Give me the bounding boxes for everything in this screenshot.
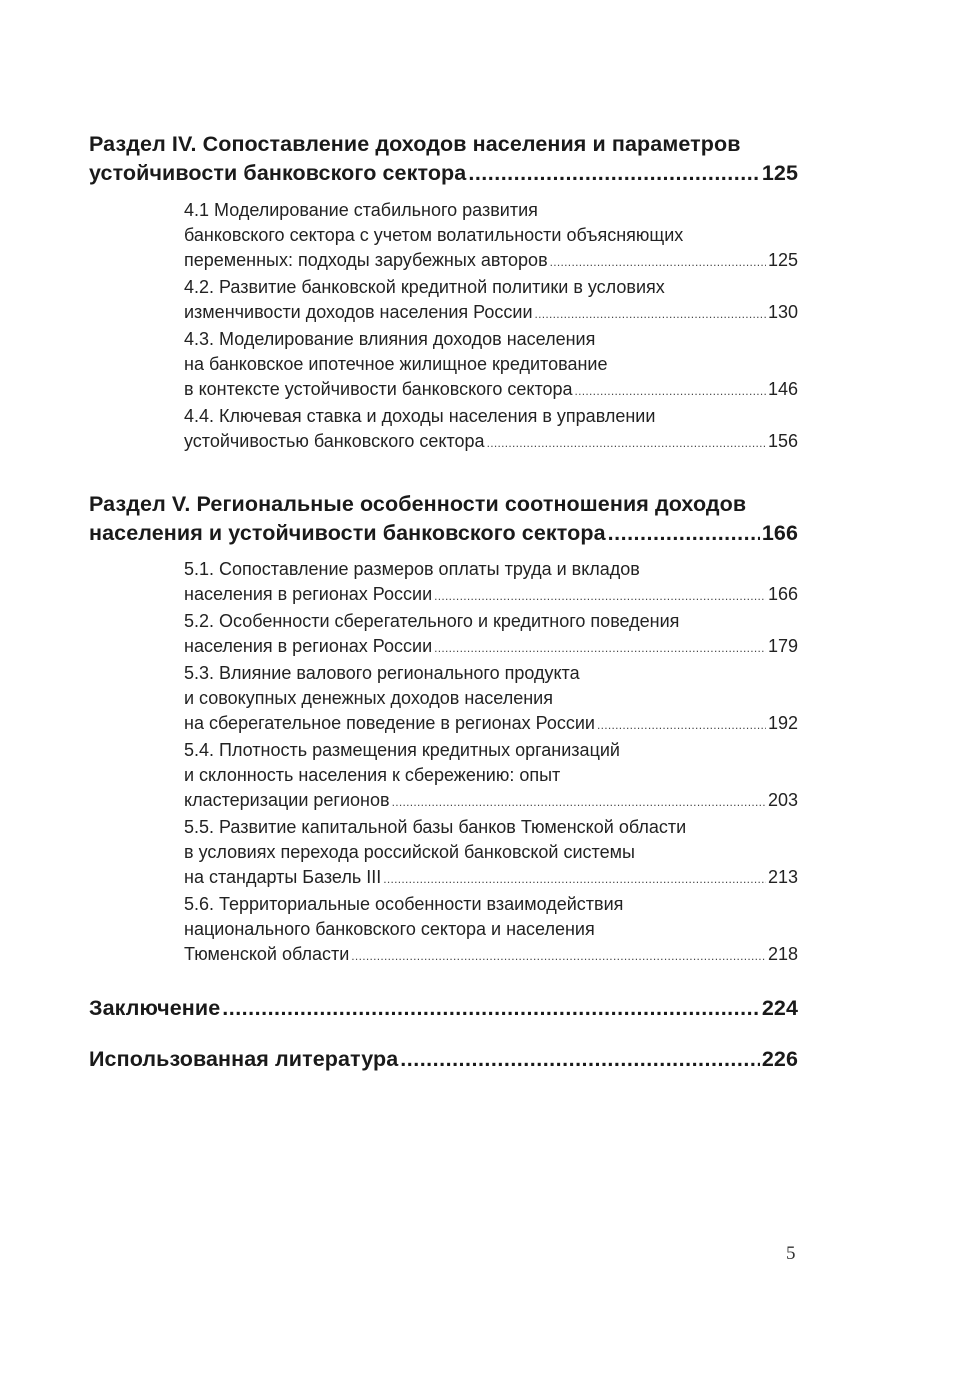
dot-leader bbox=[434, 584, 766, 609]
toc-entry-text: в контексте устойчивости банковского сектора bbox=[184, 379, 573, 399]
toc-entry-text: 5.5. Развитие капитальной базы банков Тюменской области bbox=[184, 817, 687, 837]
toc-entry-page: 130 bbox=[767, 302, 798, 322]
dot-leader bbox=[487, 431, 766, 456]
toc-entry-text: 5.2. Особенности сберегательного и кредитного поведения bbox=[184, 611, 680, 631]
toc-section-4-page: 125 bbox=[761, 161, 798, 185]
toc-entry-page: 203 bbox=[767, 790, 798, 810]
toc-entry-page: 218 bbox=[767, 944, 798, 964]
toc-entry-text: населения в регионах России bbox=[184, 636, 433, 656]
dot-leader bbox=[550, 250, 766, 275]
toc-literature[interactable] bbox=[89, 1045, 798, 1074]
toc-entry-page: 146 bbox=[767, 379, 798, 399]
toc-entry-text: и совокупных денежных доходов населения bbox=[184, 688, 553, 708]
dot-leader bbox=[575, 379, 766, 404]
dot-leader bbox=[222, 994, 760, 1023]
toc-entry-4-4[interactable] bbox=[184, 404, 798, 456]
toc-entry-5-2[interactable] bbox=[184, 609, 798, 661]
toc-entry-text: 4.2. Развитие банковской кредитной политики в условиях bbox=[184, 277, 665, 297]
toc-entry-text: 4.4. Ключевая ставка и доходы населения в управлении bbox=[184, 406, 656, 426]
dot-leader bbox=[597, 713, 766, 738]
toc-entry-page: 192 bbox=[767, 713, 798, 733]
toc-section-5-page: 166 bbox=[761, 521, 798, 545]
toc-entry-page: 213 bbox=[767, 867, 798, 887]
toc-entry-text: кластеризации регионов bbox=[184, 790, 390, 810]
toc-section-4-title-line2: устойчивости банковского сектора bbox=[89, 161, 467, 185]
toc-entry-text: национального банковского сектора и населения bbox=[184, 919, 595, 939]
toc-entry-5-1[interactable] bbox=[184, 557, 798, 609]
toc-section-4[interactable] bbox=[89, 130, 798, 188]
dot-leader bbox=[400, 1045, 760, 1074]
toc-entry-text: 5.6. Территориальные особенности взаимодействия bbox=[184, 894, 624, 914]
toc-entry-text: 4.1 Моделирование стабильного развития bbox=[184, 200, 538, 220]
toc-section-5-title-line1: Раздел V. Региональные особенности соотношения доходов bbox=[89, 492, 747, 516]
toc-entry-4-2[interactable] bbox=[184, 275, 798, 327]
toc-conclusion-page: 224 bbox=[761, 996, 798, 1020]
toc-entry-text: банковского сектора с учетом волатильности объясняющих bbox=[184, 225, 684, 245]
toc-literature-page: 226 bbox=[761, 1047, 798, 1071]
dot-leader bbox=[468, 159, 759, 188]
toc-entry-text: и склонность населения к сбережению: опыт bbox=[184, 765, 561, 785]
toc-conclusion-title: Заключение bbox=[89, 996, 221, 1020]
toc-entry-text: Тюменской области bbox=[184, 944, 350, 964]
dot-leader bbox=[383, 867, 766, 892]
toc-entry-text: 5.3. Влияние валового регионального продукта bbox=[184, 663, 580, 683]
toc-entry-text: изменчивости доходов населения России bbox=[184, 302, 533, 322]
toc-subsections-4 bbox=[184, 198, 798, 456]
toc-entry-page: 156 bbox=[767, 431, 798, 451]
toc-literature-title: Использованная литература bbox=[89, 1047, 399, 1071]
dot-leader bbox=[608, 519, 760, 548]
toc-entry-text: 4.3. Моделирование влияния доходов населения bbox=[184, 329, 596, 349]
toc-entry-text: в условиях перехода российской банковской системы bbox=[184, 842, 635, 862]
toc-conclusion[interactable] bbox=[89, 994, 798, 1023]
dot-leader bbox=[392, 790, 766, 815]
toc-entry-text: 5.4. Плотность размещения кредитных организаций bbox=[184, 740, 620, 760]
toc-entry-text: на стандарты Базель III bbox=[184, 867, 382, 887]
toc-entry-text: населения в регионах России bbox=[184, 584, 433, 604]
toc-entry-page: 166 bbox=[767, 584, 798, 604]
toc-entry-text: переменных: подходы зарубежных авторов bbox=[184, 250, 548, 270]
toc-entry-5-3[interactable] bbox=[184, 661, 798, 738]
toc-entry-text: на банковское ипотечное жилищное кредитование bbox=[184, 354, 608, 374]
toc-entry-4-3[interactable] bbox=[184, 327, 798, 404]
table-of-contents bbox=[89, 130, 798, 1074]
toc-entry-page: 179 bbox=[767, 636, 798, 656]
dot-leader bbox=[351, 944, 766, 969]
toc-entry-5-4[interactable] bbox=[184, 738, 798, 815]
page-number: 5 bbox=[786, 1243, 796, 1264]
dot-leader bbox=[535, 302, 766, 327]
toc-entry-4-1[interactable] bbox=[184, 198, 798, 275]
toc-section-5[interactable] bbox=[89, 490, 798, 548]
toc-entry-5-5[interactable] bbox=[184, 815, 798, 892]
toc-entry-text: 5.1. Сопоставление размеров оплаты труда и вкладов bbox=[184, 559, 640, 579]
toc-entry-5-6[interactable] bbox=[184, 892, 798, 969]
toc-subsections-5 bbox=[184, 557, 798, 969]
toc-entry-text: на сберегательное поведение в регионах России bbox=[184, 713, 595, 733]
toc-entry-text: устойчивостью банковского сектора bbox=[184, 431, 485, 451]
toc-entry-page: 125 bbox=[767, 250, 798, 270]
toc-section-5-title-line2: населения и устойчивости банковского сектора bbox=[89, 521, 606, 545]
dot-leader bbox=[434, 636, 766, 661]
toc-section-4-title-line1: Раздел IV. Сопоставление доходов населения и параметров bbox=[89, 132, 741, 156]
